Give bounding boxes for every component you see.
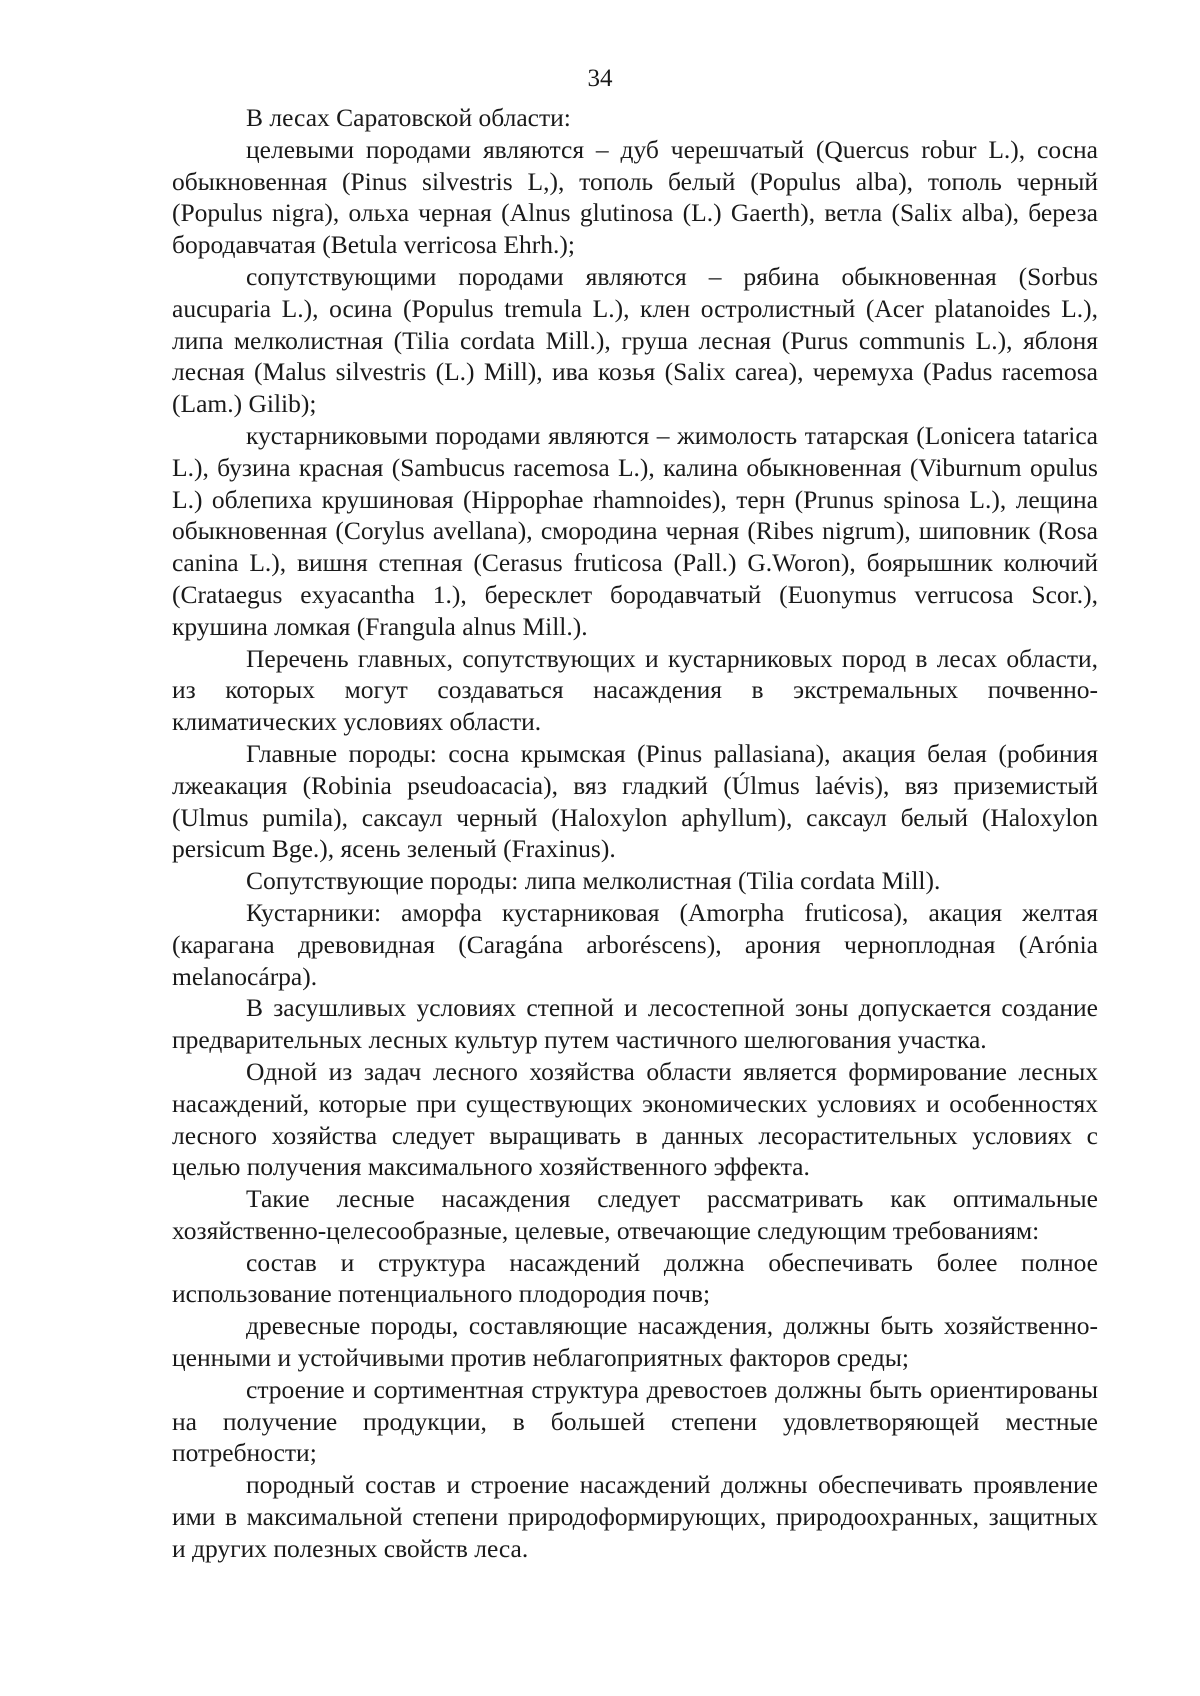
paragraph-arid-conditions: В засушливых условиях степной и лесостепной зоны допускается создание предварительных лесных культур путем частичного шелюгования участка. xyxy=(172,993,1098,1055)
paragraph-target-species: целевыми породами являются – дуб черешчатый (Quercus robur L.), сосна обыкновенная (Pinus silvestris L,), тополь белый (Populus alba), тополь черный (Populus nigra), ольха черная (Alnus glutinosa (L.) Gaerth), ветла (Salix alba), береза бородавчатая (Betula verricosa Ehrh.); xyxy=(172,134,1098,260)
paragraph-requirement-1: состав и структура насаждений должна обеспечивать более полное использование потенциального плодородия почв; xyxy=(172,1247,1098,1309)
paragraph-shrubs: Кустарники: аморфа кустарниковая (Amorpha fruticosa), акация желтая (карагана древовидная (Caragána arboréscens), арония черноплодная (Arónia melanocárpa). xyxy=(172,897,1098,991)
paragraph-forestry-task: Одной из задач лесного хозяйства области является формирование лесных насаждений, которые при существующих экономических условиях и особенностях лесного хозяйства следует выращивать в данных лесорастительных условиях с целью получения максимального хозяйственного эффекта. xyxy=(172,1056,1098,1182)
page-number: 34 xyxy=(587,65,613,92)
paragraph-requirement-2: древесные породы, составляющие насаждения, должны быть хозяйственно-ценными и устойчивыми против неблагоприятных факторов среды; xyxy=(172,1311,1098,1373)
paragraph-shrub-species: кустарниковыми породами являются – жимолость татарская (Lonicera tatarica L.), бузина красная (Sambucus racemosa L.), калина обыкновенная (Viburnum opulus L.) облепиха крушиновая (Hippophae rhamnoides), терн (Prunus spinosa L.), лещина обыкновенная (Corylus avellana), смородина черная (Ribes nigrum), шиповник (Rosa canina L.), вишня степная (Cerasus fruticosa (Pall.) G.Woron), боярышник колючий (Crataegus exyacantha 1.), бересклет бородавчатый (Euonymus verrucosa Scor.), крушина ломкая (Frangula alnus Mill.). xyxy=(172,420,1098,641)
paragraph-main-species: Главные породы: сосна крымская (Pinus pallasiana), акация белая (робиния лжеакация (Robinia pseudoacacia), вяз гладкий (Úlmus laévis), вяз приземистый (Ulmus pumila), саксаул черный (Haloxylon aphyllum), саксаул белый (Haloxylon persicum Bge.), ясень зеленый (Fraxinus). xyxy=(172,738,1098,864)
paragraph-requirement-3: строение и сортиментная структура древостоев должны быть ориентированы на получение продукции, в большей степени удовлетворяющей местные потребности; xyxy=(172,1374,1098,1468)
document-body xyxy=(172,102,1098,1565)
paragraph-intro: В лесах Саратовской области: xyxy=(246,103,571,132)
paragraph-optimal-stands: Такие лесные насаждения следует рассматривать как оптимальные хозяйственно-целесообразные, целевые, отвечающие следующим требованиям: xyxy=(172,1184,1098,1245)
paragraph-species-list-heading: Перечень главных, сопутствующих и кустарниковых пород в лесах области, из которых могут создаваться насаждения в экстремальных почвенно-климатических условиях области. xyxy=(172,643,1098,737)
paragraph-associated-list: Сопутствующие породы: липа мелколистная (Tilia cordata Mill). xyxy=(246,866,941,896)
paragraph-requirement-4: породный состав и строение насаждений должны обеспечивать проявление ими в максимальной степени природоформирующих, природоохранных, защитных и других полезных свойств леса. xyxy=(172,1470,1098,1563)
paragraph-associated-species: сопутствующими породами являются – рябина обыкновенная (Sorbus aucuparia L.), осина (Populus tremula L.), клен остролистный (Acer platanoides L.), липа мелколистная (Tilia cordata Mill.), груша лесная (Purus communis L.), яблоня лесная (Malus silvestris (L.) Mill), ива козья (Salix carea), черемуха (Padus racemosa (Lam.) Gilib); xyxy=(172,261,1098,419)
